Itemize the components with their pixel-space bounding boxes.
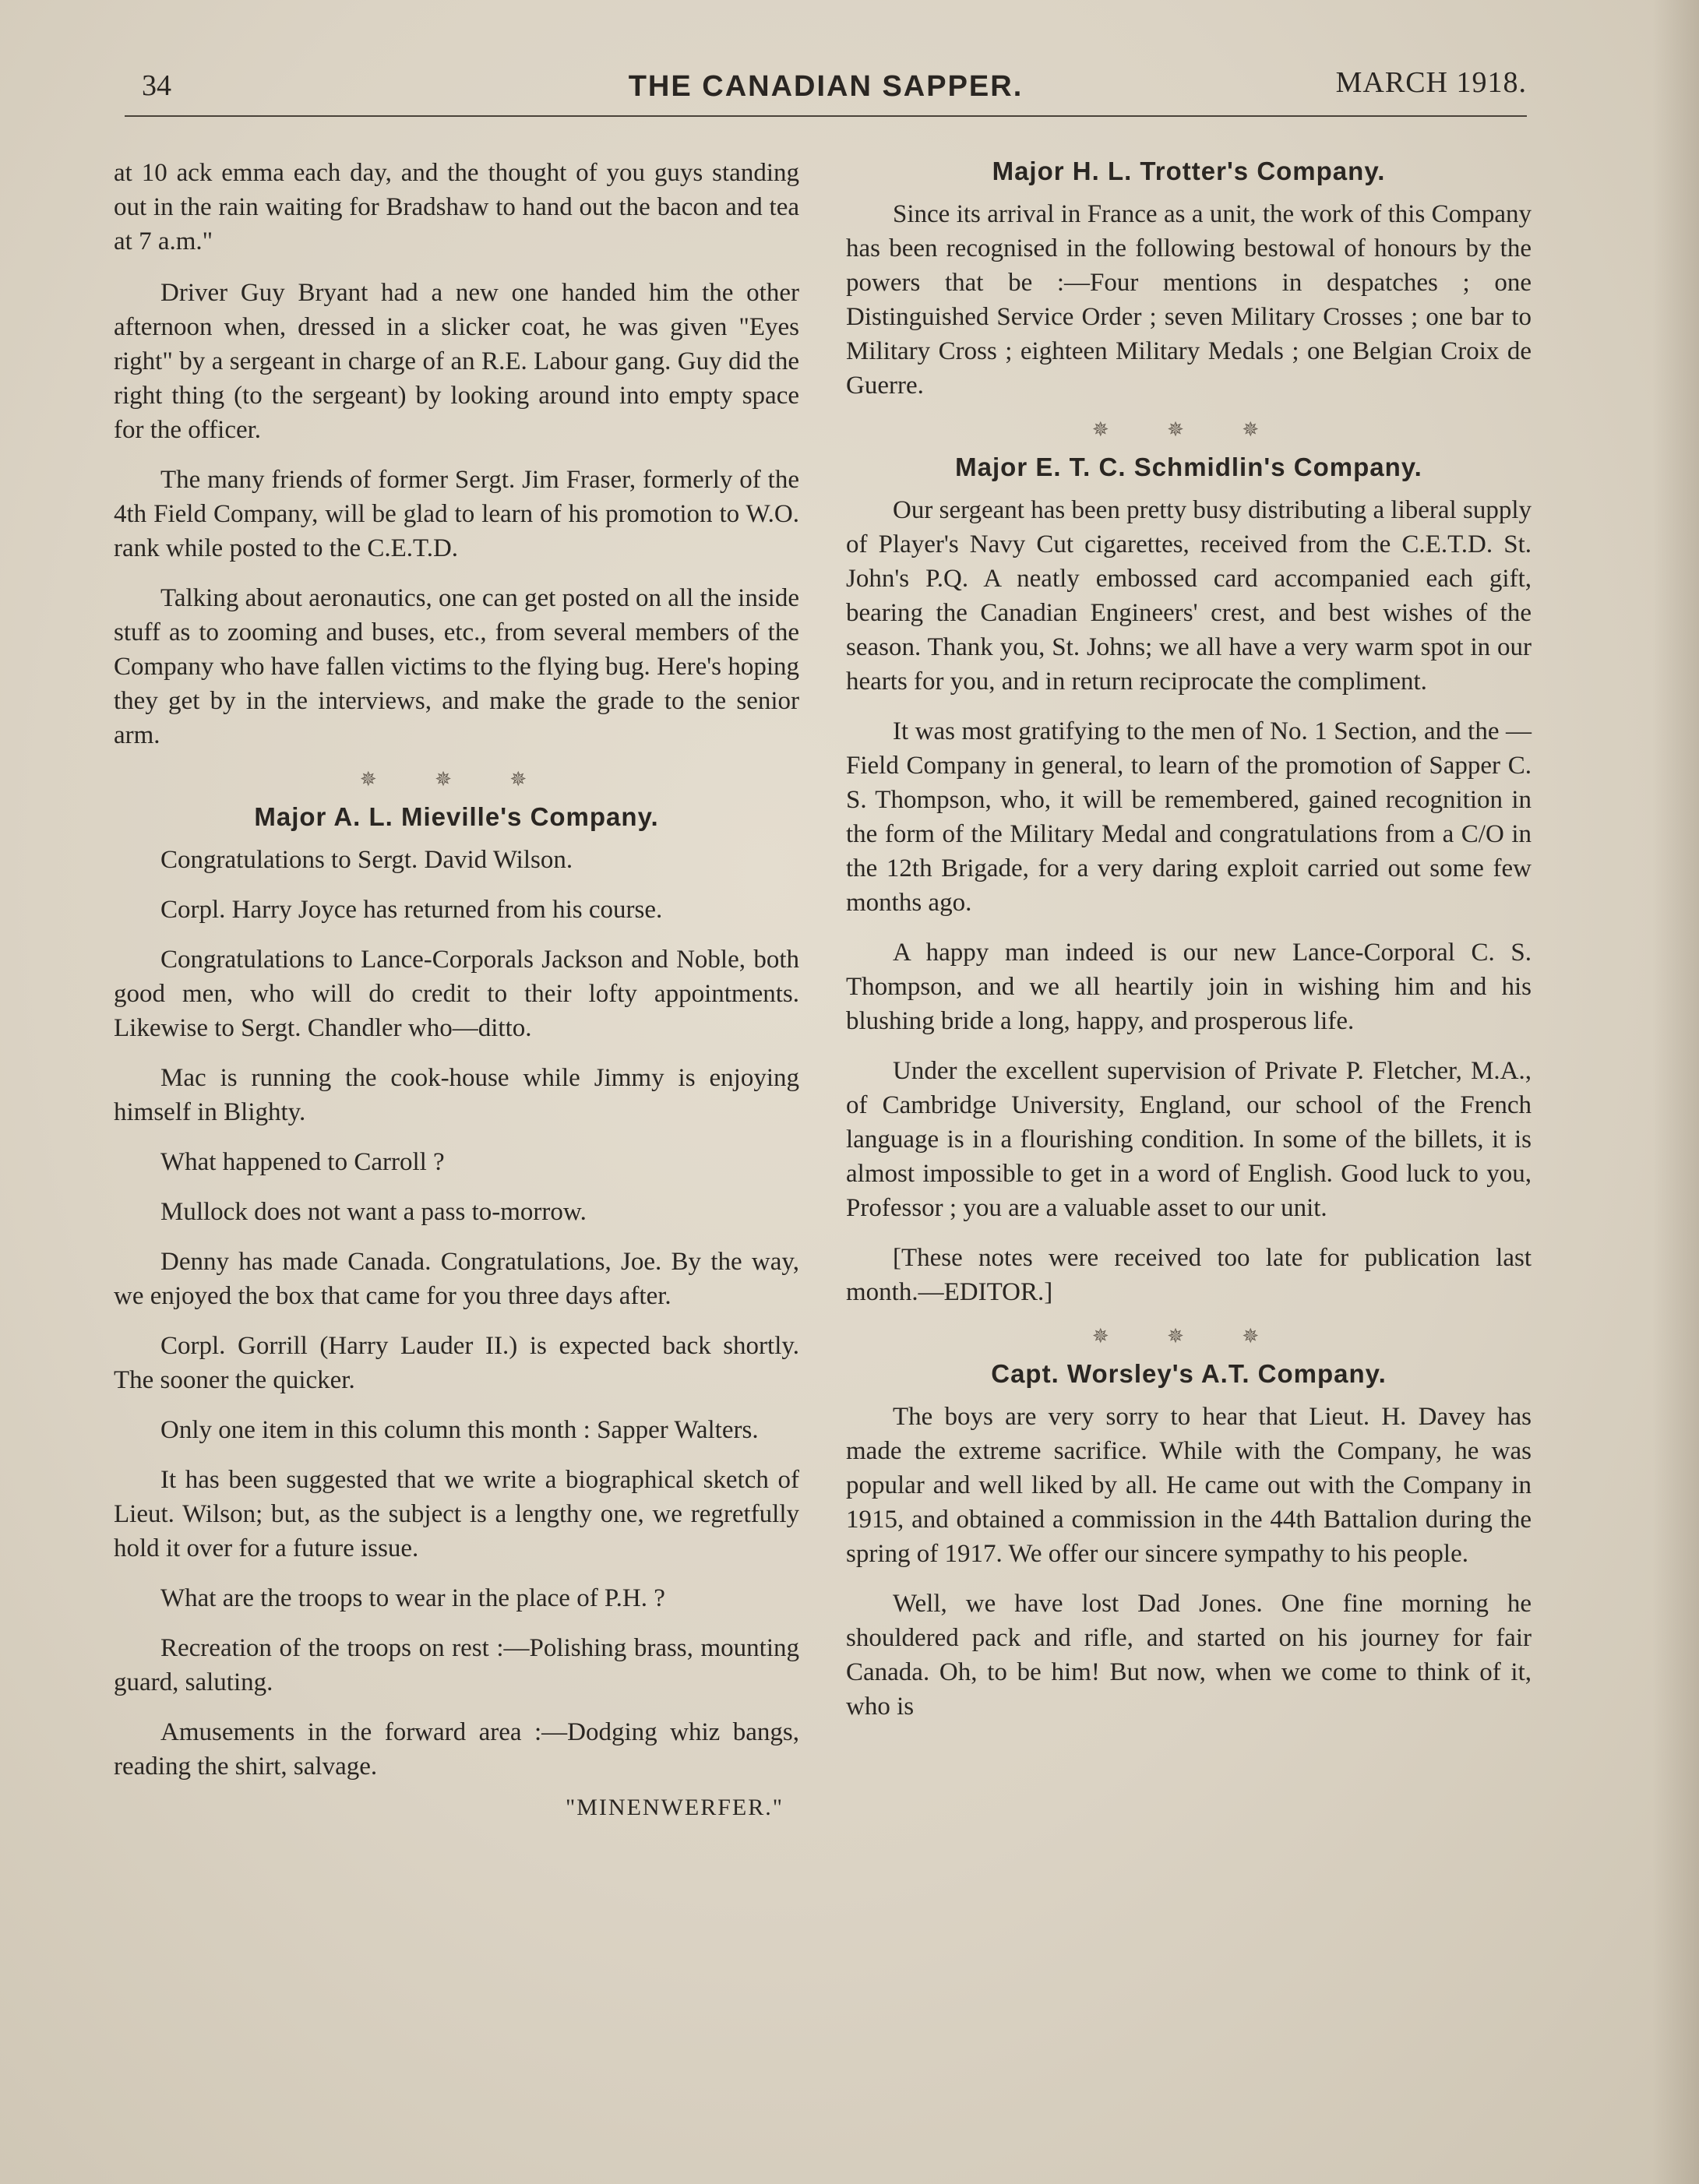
mieville-paragraphs [114,843,799,1784]
page-edge-shadow [1652,0,1699,2184]
article-paragraph: The boys are very sorry to hear that Lieut. H. Davey has made the extreme sacrifice. While with the Company, he was popular and well liked by all. He came out with the Company in 1915, and obtained a commission in the 44th Battalion during the spring of 1917. We offer our sincere sympathy to his people. [846,1403,1532,1568]
left-top-paragraphs [114,156,799,752]
section-divider-stars: ✵ ✵ ✵ [359,768,554,791]
article-paragraph: Mac is running the cook-house while Jimmy is enjoying himself in Blighty. [114,1064,799,1126]
page-number: 34 [142,69,171,102]
author-signature: "MINENWERFER." [566,1795,784,1820]
article-paragraph: It has been suggested that we write a biographical sketch of Lieut. Wilson; but, as the subject is a lengthy one, we regretfully hold it over for a future issue. [114,1466,799,1562]
page-header [125,62,1527,109]
article-paragraph: What happened to Carroll ? [160,1148,445,1176]
article-paragraph: Under the excellent supervision of Private P. Fletcher, M.A., of Cambridge University, England, our school of the French language is in a flourishing condition. In some of the billets, it is almost impossible to get in a word of English. Good luck to you, Professor ; you are a valuable asset to our unit. [846,1057,1532,1222]
section-heading-schmidlin: Major E. T. C. Schmidlin's Company. [955,453,1422,481]
article-paragraph: Since its arrival in France as a unit, the work of this Company has been recognised in the following bestowal of honours by the powers that be :—Four mentions in despatches ; one Distinguished Service Order ; seven Military Crosses ; one bar to Military Cross ; eighteen Military Medals ; one Belgian Croix de Guerre. [846,200,1532,400]
left-column [114,156,799,1821]
article-paragraph: What are the troops to wear in the place of P.H. ? [160,1584,665,1612]
article-paragraph: Corpl. Harry Joyce has returned from his course. [160,896,663,924]
right-column [846,152,1532,1739]
article-paragraph: at 10 ack emma each day, and the thought of you guys standing out in the rain waiting for Bradshaw to hand out the bacon and tea at 7 a.m." [114,159,799,255]
section-divider-stars: ✵ ✵ ✵ [1091,1325,1286,1347]
section-heading-trotter: Major H. L. Trotter's Company. [992,157,1386,185]
article-paragraph: Talking about aeronautics, one can get posted on all the inside stuff as to zooming and buses, etc., from several members of the Company who have fallen victims to the flying bug. Here's hoping they get by in the interviews, and make the grade to the senior arm. [114,584,799,749]
article-paragraph: A happy man indeed is our new Lance-Corporal C. S. Thompson, and we all heartily join in wishing him and his blushing bride a long, happy, and prosperous life. [846,939,1532,1035]
article-paragraph: Well, we have lost Dad Jones. One fine morning he shouldered pack and rifle, and started on his journey for fair Canada. Oh, to be him! But now, when we come to think of it, who is [846,1590,1532,1721]
article-paragraph: Corpl. Gorrill (Harry Lauder II.) is expected back shortly. The sooner the quicker. [114,1332,799,1394]
section-heading-worsley: Capt. Worsley's A.T. Company. [991,1359,1387,1388]
section-heading-mieville: Major A. L. Mieville's Company. [254,802,659,831]
publication-title: THE CANADIAN SAPPER. [628,70,1024,103]
article-paragraph: It was most gratifying to the men of No. 1 Section, and the —Field Company in general, to learn of the promotion of Sapper C. S. Thompson, who, it will be remembered, gained recognition in the form of the Military Medal and congratulations from a C/O in the 12th Brigade, for a very daring exploit carried out some few months ago. [846,717,1532,917]
article-paragraph: The many friends of former Sergt. Jim Fraser, formerly of the 4th Field Company, will be glad to learn of his promotion to W.O. rank while posted to the C.E.T.D. [114,466,799,562]
article-paragraph: Our sergeant has been pretty busy distributing a liberal supply of Player's Navy Cut cigarettes, received from the C.E.T.D. St. John's P.Q. A neatly embossed card accompanied each gift, bearing the Canadian Engineers' crest, and best wishes of the season. Thank you, St. Johns; we all have a very warm spot in our hearts for you, and in return reciprocate the compliment. [846,496,1532,696]
article-paragraph: Mullock does not want a pass to-morrow. [160,1198,587,1226]
article-paragraph: Driver Guy Bryant had a new one handed him the other afternoon when, dressed in a slicker coat, he was given "Eyes right" by a sergeant in charge of an R.E. Labour gang. Guy did the right thing (to the sergeant) by looking around into empty space for the officer. [114,279,799,444]
article-paragraph: Recreation of the troops on rest :—Polishing brass, mounting guard, saluting. [114,1634,799,1696]
article-paragraph: Denny has made Canada. Congratulations, Joe. By the way, we enjoyed the box that came for you three days after. [114,1248,799,1310]
editor-note: [These notes were received too late for publication last month.—EDITOR.] [846,1244,1532,1306]
header-rule [125,115,1527,117]
article-paragraph: Congratulations to Sergt. David Wilson. [160,846,573,874]
article-paragraph: Congratulations to Lance-Corporals Jackson and Noble, both good men, who will do credit to their lofty appointments. Likewise to Sergt. Chandler who—ditto. [114,946,799,1042]
article-paragraph: Only one item in this column this month : Sapper Walters. [160,1416,759,1444]
issue-date: MARCH 1918. [1335,66,1527,99]
section-divider-stars: ✵ ✵ ✵ [1091,418,1286,441]
article-paragraph: Amusements in the forward area :—Dodging whiz bangs, reading the shirt, salvage. [114,1718,799,1781]
